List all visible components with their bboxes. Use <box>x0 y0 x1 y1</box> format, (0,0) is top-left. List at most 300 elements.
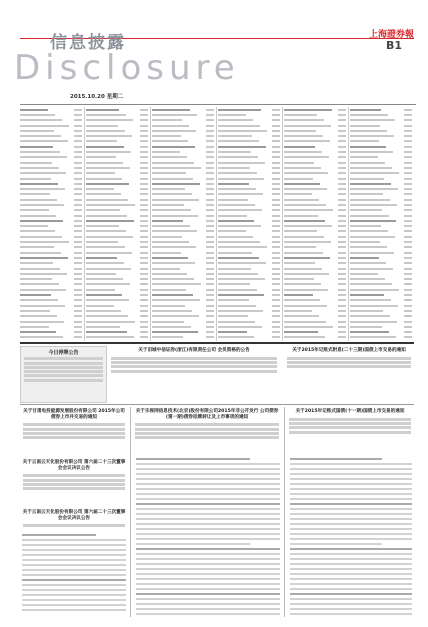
text-line <box>136 483 280 485</box>
index-entry-bar <box>152 156 187 158</box>
index-entry-bar <box>218 125 260 127</box>
index-entry-bar <box>284 125 331 127</box>
index-entry-bar <box>284 162 314 164</box>
index-page-bar <box>272 193 280 195</box>
index-page-bar <box>74 220 82 222</box>
index-entry-bar <box>152 215 198 217</box>
index-entry-bar <box>218 204 255 206</box>
index-entry-bar <box>218 156 258 158</box>
announcement-title: 关于甘肃电投能源发展股份有限公司 2015年公司债券上市并交易的通知 <box>23 409 125 420</box>
index-page-bar <box>206 278 214 280</box>
index-entry-bar <box>350 209 382 211</box>
index-entry-bar <box>152 119 182 121</box>
index-page-bar <box>272 294 280 296</box>
index-entry-bar <box>218 299 249 301</box>
index-entry-bar <box>350 315 390 317</box>
index-entry-bar <box>86 252 132 254</box>
index-entry-bar <box>152 315 199 317</box>
index-page-bar <box>338 241 346 243</box>
index-entry-bar <box>284 241 331 243</box>
index-page-bar <box>74 246 82 248</box>
text-line <box>23 479 125 482</box>
index-entry-bar <box>152 167 201 169</box>
text-line <box>290 563 412 565</box>
index-page-bar <box>404 220 412 222</box>
index-page-bar <box>272 278 280 280</box>
index-page-bar <box>140 283 148 285</box>
announcement-6 <box>20 458 128 506</box>
index-page-bar <box>74 230 82 232</box>
index-entry-bar <box>218 225 261 227</box>
index-entry-bar <box>218 289 257 291</box>
index-page-bar <box>404 109 412 111</box>
index-page-bar <box>140 172 148 174</box>
index-page-bar <box>338 310 346 312</box>
index-page-bar <box>206 140 214 142</box>
index-page-bar <box>206 114 214 116</box>
index-entry-bar <box>152 209 191 211</box>
index-entry-bar <box>20 172 66 174</box>
index-page-bar <box>404 172 412 174</box>
index-entry-bar <box>284 140 330 142</box>
index-entry-bar <box>218 230 246 232</box>
index-page-bar <box>338 135 346 137</box>
index-entry-bar <box>20 156 67 158</box>
index-page-bar <box>272 204 280 206</box>
index-page-bar <box>338 215 346 217</box>
index-entry-bar <box>284 151 322 153</box>
index-page-bar <box>140 146 148 148</box>
index-entry-bar <box>350 119 395 121</box>
index-page-bar <box>404 315 412 317</box>
index-entry-bar <box>20 299 58 301</box>
index-entry-bar <box>20 236 62 238</box>
index-page-bar <box>140 119 148 121</box>
index-page-bar <box>404 114 412 116</box>
index-page-bar <box>338 119 346 121</box>
index-page-bar <box>140 268 148 270</box>
index-entry-bar <box>218 310 263 312</box>
text-line <box>136 603 280 605</box>
index-entry-bar <box>284 225 332 227</box>
index-page-bar <box>140 321 148 323</box>
text-line <box>136 608 280 610</box>
index-entry-bar <box>218 294 264 296</box>
index-page-bar <box>272 135 280 137</box>
index-entry-bar <box>86 130 125 132</box>
text-line <box>22 599 126 601</box>
index-entry-bar <box>20 209 49 211</box>
index-row <box>284 335 346 340</box>
index-page-bar <box>206 183 214 185</box>
index-entry-bar <box>218 236 253 238</box>
text-line <box>136 458 250 460</box>
index-page-bar <box>206 289 214 291</box>
index-page-bar <box>74 278 82 280</box>
index-entry-bar <box>284 289 328 291</box>
index-page-bar <box>338 326 346 328</box>
index-entry-bar <box>284 220 325 222</box>
index-entry-bar <box>350 268 393 270</box>
index-entry-bar <box>86 289 115 291</box>
index-page-bar <box>74 294 82 296</box>
index-entry-bar <box>284 294 313 296</box>
index-entry-bar <box>20 135 61 137</box>
index-entry-bar <box>20 241 69 243</box>
index-page-bar <box>206 135 214 137</box>
index-entry-bar <box>350 310 383 312</box>
index-entry-bar <box>350 151 393 153</box>
index-entry-bar <box>20 225 48 227</box>
announcement-title: 关于云南云天化股份有限公司 第六届二十三次董事会会议决议公告 <box>22 460 126 471</box>
text-line <box>290 613 412 615</box>
index-entry-bar <box>152 257 188 259</box>
index-page-bar <box>404 183 412 185</box>
text-line <box>24 379 103 382</box>
index-page-bar <box>140 178 148 180</box>
announcement-title: 关于2015年记账式附息(二十三期)国债上市交易的通知 <box>292 348 406 353</box>
index-page-bar <box>140 151 148 153</box>
index-page-bar <box>404 252 412 254</box>
index-page-bar <box>74 193 82 195</box>
index-entry-bar <box>152 225 190 227</box>
index-page-bar <box>74 172 82 174</box>
index-page-bar <box>338 278 346 280</box>
text-line <box>290 468 412 470</box>
index-page-bar <box>338 236 346 238</box>
index-page-bar <box>404 289 412 291</box>
text-line <box>136 558 280 560</box>
text-line <box>136 598 280 600</box>
index-page-bar <box>338 273 346 275</box>
index-page-bar <box>140 140 148 142</box>
index-entry-bar <box>284 109 332 111</box>
index-page-bar <box>404 199 412 201</box>
index-entry-bar <box>152 230 197 232</box>
index-page-bar <box>404 257 412 259</box>
index-page-bar <box>404 151 412 153</box>
index-entry-bar <box>152 246 196 248</box>
index-page-bar <box>140 109 148 111</box>
index-page-bar <box>206 331 214 333</box>
index-page-bar <box>206 162 214 164</box>
index-entry-bar <box>350 162 385 164</box>
text-line <box>24 370 103 373</box>
index-page-bar <box>338 140 346 142</box>
index-entry-bar <box>284 199 319 201</box>
index-column-rule <box>150 107 151 341</box>
text-line <box>23 432 125 435</box>
index-entry-bar <box>20 130 54 132</box>
index-entry-bar <box>350 172 399 174</box>
index-entry-bar <box>350 125 380 127</box>
text-line <box>289 422 411 425</box>
index-entry-bar <box>86 268 131 270</box>
index-page-bar <box>206 199 214 201</box>
text-line <box>22 604 126 606</box>
index-entry-bar <box>20 119 62 121</box>
text-line <box>23 524 125 527</box>
index-entry-bar <box>284 156 329 158</box>
index-page-bar <box>404 331 412 333</box>
index-page-bar <box>140 204 148 206</box>
index-page-bar <box>272 262 280 264</box>
section-divider <box>20 404 414 405</box>
index-page-bar <box>272 188 280 190</box>
index-page-bar <box>74 178 82 180</box>
index-entry-bar <box>20 109 48 111</box>
index-page-bar <box>272 162 280 164</box>
index-entry-bar <box>20 326 49 328</box>
index-entry-bar <box>152 135 181 137</box>
index-entry-bar <box>350 262 386 264</box>
index-page-bar <box>404 262 412 264</box>
index-page-bar <box>338 246 346 248</box>
index-entry-bar <box>20 199 57 201</box>
suspension-notice-box <box>20 346 107 403</box>
index-entry-bar <box>86 225 119 227</box>
text-line <box>136 553 280 555</box>
text-line <box>290 583 412 585</box>
index-entry-bar <box>284 315 319 317</box>
index-entry-bar <box>218 209 262 211</box>
index-entry-bar <box>20 146 53 148</box>
index-entry-bar <box>152 204 184 206</box>
index-entry-bar <box>350 225 381 227</box>
index-page-bar <box>272 119 280 121</box>
index-page-bar <box>404 299 412 301</box>
index-entry-bar <box>152 252 181 254</box>
index-page-bar <box>140 246 148 248</box>
index-page-bar <box>140 257 148 259</box>
index-entry-bar <box>284 336 325 338</box>
text-line <box>111 365 277 368</box>
text-line <box>287 361 411 364</box>
index-page-bar <box>272 315 280 317</box>
index-page-bar <box>74 241 82 243</box>
index-column-rule <box>348 107 349 341</box>
index-entry-bar <box>86 146 124 148</box>
text-line <box>290 548 412 550</box>
index-column <box>284 107 346 340</box>
index-entry-bar <box>350 283 392 285</box>
index-page-bar <box>140 289 148 291</box>
index-page-bar <box>272 336 280 338</box>
text-line <box>290 498 412 500</box>
text-line <box>290 503 412 505</box>
index-page-bar <box>272 257 280 259</box>
index-page-bar <box>206 321 214 323</box>
index-page-bar <box>74 257 82 259</box>
index-entry-bar <box>350 193 383 195</box>
text-line <box>24 366 103 369</box>
index-page-bar <box>272 273 280 275</box>
index-page-bar <box>272 236 280 238</box>
index-page-bar <box>140 278 148 280</box>
index-page-bar <box>140 273 148 275</box>
index-entry-bar <box>218 130 267 132</box>
index-entry-bar <box>86 199 128 201</box>
text-line <box>22 569 126 571</box>
index-entry-bar <box>86 262 124 264</box>
index-entry-bar <box>218 241 260 243</box>
index-page-bar <box>206 246 214 248</box>
disclosure-index-table <box>20 104 416 341</box>
section-title-en: Disclosure <box>14 48 240 88</box>
index-entry-bar <box>86 114 126 116</box>
index-entry-bar <box>218 321 255 323</box>
index-page-bar <box>206 326 214 328</box>
index-page-bar <box>206 209 214 211</box>
index-page-bar <box>140 114 148 116</box>
index-page-bar <box>338 305 346 307</box>
text-line <box>135 432 279 435</box>
index-page-bar <box>74 273 82 275</box>
text-line <box>22 549 126 551</box>
index-page-bar <box>272 140 280 142</box>
index-page-bar <box>140 188 148 190</box>
text-line <box>24 374 103 377</box>
index-page-bar <box>272 321 280 323</box>
index-entry-bar <box>350 246 387 248</box>
index-entry-bar <box>218 114 246 116</box>
index-page-bar <box>404 188 412 190</box>
text-line <box>136 493 280 495</box>
index-page-bar <box>140 315 148 317</box>
text-line <box>290 483 412 485</box>
announcement-title: 关于乐视网信息技术(北京)股份有限公司2015年非公开发行 公司债券(第一期)债券挂牌转让及上市事项的通知 <box>135 409 279 420</box>
text-line <box>23 428 125 431</box>
index-entry-bar <box>284 183 320 185</box>
text-line <box>136 568 280 570</box>
text-line <box>22 609 126 611</box>
index-entry-bar <box>86 204 135 206</box>
index-entry-bar <box>152 146 195 148</box>
index-entry-bar <box>152 109 190 111</box>
index-entry-bar <box>284 257 330 259</box>
text-line <box>22 589 126 591</box>
index-page-bar <box>206 125 214 127</box>
index-entry-bar <box>152 305 185 307</box>
text-line <box>23 474 125 477</box>
announcement-3 <box>20 407 128 455</box>
index-page-bar <box>74 209 82 211</box>
index-entry-bar <box>86 178 122 180</box>
index-page-bar <box>206 336 214 338</box>
index-entry-bar <box>284 331 318 333</box>
index-entry-bar <box>218 220 254 222</box>
text-line <box>290 538 412 540</box>
text-line <box>290 513 412 515</box>
index-page-bar <box>74 119 82 121</box>
index-entry-bar <box>20 167 59 169</box>
text-line <box>289 426 411 429</box>
index-page-bar <box>404 278 412 280</box>
index-page-bar <box>74 315 82 317</box>
text-line <box>111 361 277 364</box>
text-line <box>290 573 412 575</box>
index-entry-bar <box>20 193 50 195</box>
text-line <box>290 593 412 595</box>
index-entry-bar <box>20 188 65 190</box>
index-page-bar <box>74 109 82 111</box>
index-entry-bar <box>86 230 126 232</box>
text-line <box>22 554 126 556</box>
index-page-bar <box>206 167 214 169</box>
index-entry-bar <box>218 146 266 148</box>
index-entry-bar <box>350 289 399 291</box>
index-entry-bar <box>350 183 391 185</box>
index-entry-bar <box>86 278 123 280</box>
index-entry-bar <box>218 162 265 164</box>
index-entry-bar <box>350 331 389 333</box>
index-page-bar <box>338 331 346 333</box>
index-entry-bar <box>350 188 398 190</box>
index-page-bar <box>74 130 82 132</box>
index-page-bar <box>272 130 280 132</box>
index-entry-bar <box>152 273 187 275</box>
text-line <box>135 423 279 426</box>
index-entry-bar <box>218 315 248 317</box>
index-entry-bar <box>350 273 378 275</box>
index-entry-bar <box>86 326 120 328</box>
index-page-bar <box>272 305 280 307</box>
index-entry-bar <box>20 283 59 285</box>
index-page-bar <box>140 241 148 243</box>
index-entry-bar <box>20 315 57 317</box>
index-page-bar <box>206 230 214 232</box>
index-entry-bar <box>86 315 128 317</box>
index-page-bar <box>338 283 346 285</box>
index-entry-bar <box>218 199 248 201</box>
announcement-4 <box>132 407 282 455</box>
index-entry-bar <box>20 305 65 307</box>
index-entry-bar <box>86 246 125 248</box>
index-entry-bar <box>86 140 117 142</box>
index-page-bar <box>338 252 346 254</box>
index-entry-bar <box>284 230 317 232</box>
index-page-bar <box>74 167 82 169</box>
text-line <box>290 608 412 610</box>
index-page-bar <box>338 162 346 164</box>
index-entry-bar <box>350 178 384 180</box>
index-entry-bar <box>218 167 250 169</box>
index-page-bar <box>272 283 280 285</box>
index-page-bar <box>140 199 148 201</box>
index-page-bar <box>140 225 148 227</box>
index-page-bar <box>140 167 148 169</box>
index-entry-bar <box>86 336 134 338</box>
text-line <box>22 584 126 586</box>
index-entry-bar <box>350 294 384 296</box>
index-page-bar <box>404 162 412 164</box>
index-entry-bar <box>152 114 197 116</box>
index-entry-bar <box>152 220 183 222</box>
text-line <box>290 473 412 475</box>
index-page-bar <box>140 130 148 132</box>
index-page-bar <box>338 315 346 317</box>
text-line <box>290 598 412 600</box>
index-entry-bar <box>284 278 314 280</box>
index-page-bar <box>74 188 82 190</box>
index-entry-bar <box>284 236 324 238</box>
column-rule <box>130 407 131 617</box>
announcement-1 <box>108 346 280 400</box>
index-page-bar <box>206 156 214 158</box>
index-entry-bar <box>284 326 333 328</box>
index-entry-bar <box>350 230 388 232</box>
index-page-bar <box>338 146 346 148</box>
